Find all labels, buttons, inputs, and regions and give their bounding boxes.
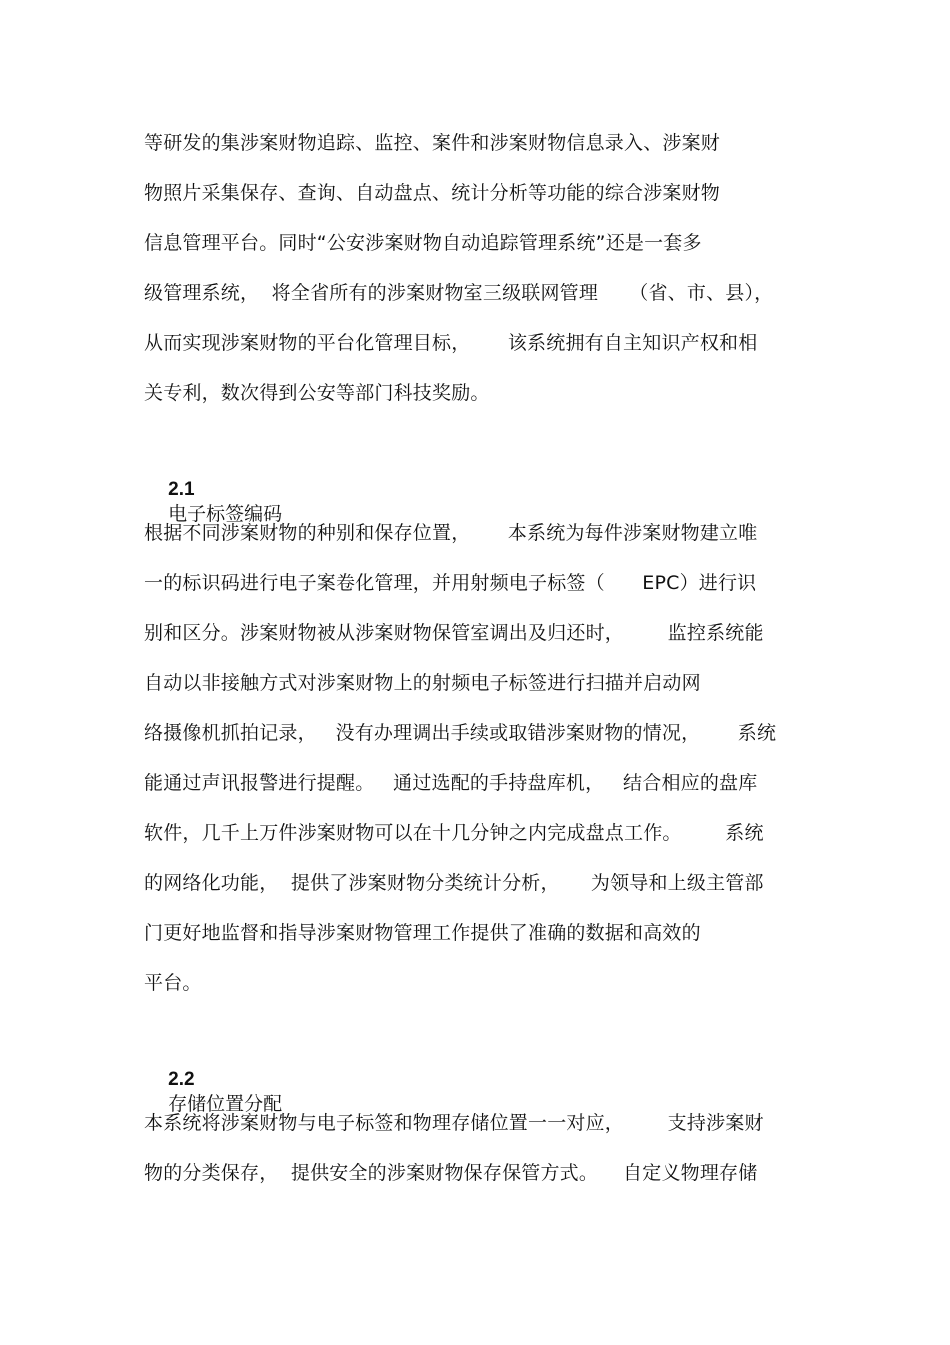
paragraph-line: 信息管理平台。同时“公安涉案财物自动追踪管理系统”还是一套多: [144, 232, 702, 254]
section-title: 存储位置分配: [168, 1093, 283, 1115]
paragraph-line: 物的分类保存， 提供安全的涉案财物保存保管方式。 自定义物理存储: [144, 1162, 758, 1184]
paragraph-line: 自动以非接触方式对涉案财物上的射频电子标签进行扫描并启动网: [144, 672, 701, 694]
paragraph-line: 络摄像机抓拍记录， 没有办理调出手续或取错涉案财物的情况， 系统: [144, 722, 777, 744]
paragraph-line: 门更好地监督和指导涉案财物管理工作提供了准确的数据和高效的: [144, 922, 701, 944]
paragraph-line: 平台。: [144, 972, 202, 994]
section-number: 2.2: [168, 1069, 195, 1090]
paragraph-line: 本系统将涉案财物与电子标签和物理存储位置一一对应， 支持涉案财: [144, 1112, 764, 1134]
paragraph-line: 物照片采集保存、查询、自动盘点、统计分析等功能的综合涉案财物: [144, 182, 721, 204]
paragraph-line: 等研发的集涉案财物追踪、监控、案件和涉案财物信息录入、涉案财: [144, 132, 721, 154]
paragraph-line: 一的标识码进行电子案卷化管理，并用射频电子标签（ EPC）进行识: [144, 572, 757, 594]
section-number: 2.1: [168, 479, 195, 500]
paragraph-line: 能通过声讯报警进行提醒。 通过选配的手持盘库机， 结合相应的盘库: [144, 772, 758, 794]
paragraph-line: 关专利，数次得到公安等部门科技奖励。: [144, 382, 490, 404]
paragraph-line: 从而实现涉案财物的平台化管理目标， 该系统拥有自主知识产权和相: [144, 332, 758, 354]
paragraph-line: 根据不同涉案财物的种别和保存位置， 本系统为每件涉案财物建立唯: [144, 522, 758, 544]
paragraph-line: 别和区分。涉案财物被从涉案财物保管室调出及归还时， 监控系统能: [144, 622, 764, 644]
paragraph-line: 级管理系统， 将全省所有的涉案财物室三级联网管理 （省、市、县），: [144, 282, 774, 304]
paragraph-line: 软件，几千上万件涉案财物可以在十几分钟之内完成盘点工作。 系统: [144, 822, 764, 844]
section-title: 电子标签编码: [168, 503, 283, 525]
paragraph-line: 的网络化功能， 提供了涉案财物分类统计分析， 为领导和上级主管部: [144, 872, 764, 894]
